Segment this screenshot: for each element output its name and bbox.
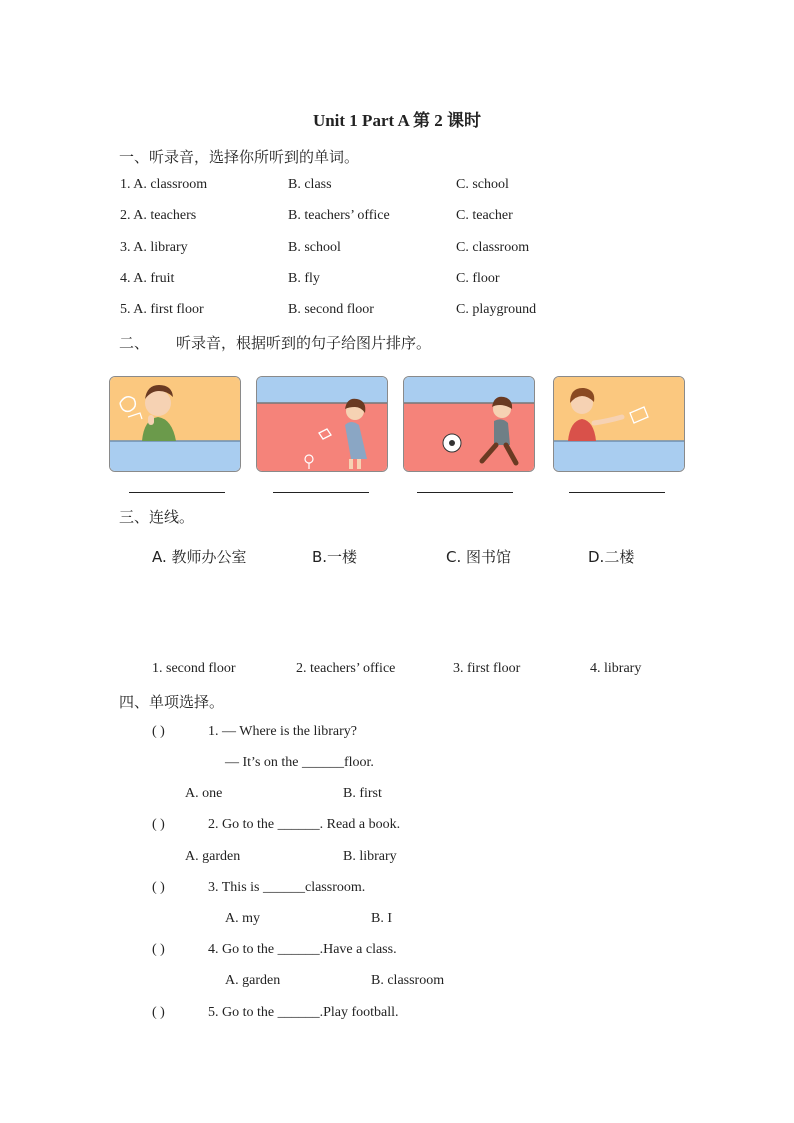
match-chinese-d: D.二楼 xyxy=(588,548,635,566)
mc-q1-option-b: B. first xyxy=(343,786,382,801)
mc-q2-option-a: A. garden xyxy=(185,849,241,864)
mc-q4-option-a: A. garden xyxy=(225,973,281,988)
mc-q2-line: 2. Go to the ______. Read a book. xyxy=(208,817,401,832)
mc-q3-line: 3. This is ______classroom. xyxy=(208,880,366,895)
answer-paren-5[interactable]: ( ) xyxy=(152,1005,165,1020)
s1-q2-option-b: B. teachers’ office xyxy=(288,208,390,223)
match-english-1: 1. second floor xyxy=(152,661,236,676)
mc-q4-option-b: B. classroom xyxy=(371,973,445,988)
s1-q3-option-a: 3. A. library xyxy=(120,240,188,255)
section3-heading: 三、连线。 xyxy=(119,508,195,526)
section1-heading: 一、听录音，选择你所听到的单词。 xyxy=(119,148,360,166)
s1-q3-option-b: B. school xyxy=(288,240,341,255)
mc-q3-option-a: A. my xyxy=(225,911,260,926)
section2-heading: 听录音，根据听到的句子给图片排序。 xyxy=(176,334,432,352)
s1-q4-option-c: C. floor xyxy=(456,271,500,286)
match-english-4: 4. library xyxy=(590,661,642,676)
s1-q1-option-b: B. class xyxy=(288,177,332,192)
s1-q2-option-a: 2. A. teachers xyxy=(120,208,197,223)
mc-q1-option-a: A. one xyxy=(185,786,223,801)
match-chinese-c: C. 图书馆 xyxy=(446,548,512,566)
match-chinese-b: B.一楼 xyxy=(312,548,358,566)
s1-q3-option-c: C. classroom xyxy=(456,240,530,255)
s1-q1-option-a: 1. A. classroom xyxy=(120,177,208,192)
match-chinese-a: A. 教师办公室 xyxy=(152,548,247,566)
s1-q2-option-c: C. teacher xyxy=(456,208,513,223)
picture-girl-writing xyxy=(553,376,685,472)
section4-heading: 四、单项选择。 xyxy=(119,693,225,711)
mc-q2-option-b: B. library xyxy=(343,849,397,864)
answer-line-3[interactable] xyxy=(417,492,513,493)
answer-paren-1[interactable]: ( ) xyxy=(152,724,165,739)
answer-paren-3[interactable]: ( ) xyxy=(152,880,165,895)
s1-q4-option-b: B. fly xyxy=(288,271,320,286)
s1-q5-option-b: B. second floor xyxy=(288,302,374,317)
mc-q5-line: 5. Go to the ______.Play football. xyxy=(208,1005,399,1020)
mc-q3-option-b: B. I xyxy=(371,911,392,926)
picture-boy-thinking xyxy=(109,376,241,472)
s1-q5-option-a: 5. A. first floor xyxy=(120,302,204,317)
answer-line-1[interactable] xyxy=(129,492,225,493)
answer-line-2[interactable] xyxy=(273,492,369,493)
picture-girl-watering xyxy=(256,376,388,472)
s1-q1-option-c: C. school xyxy=(456,177,509,192)
answer-paren-2[interactable]: ( ) xyxy=(152,817,165,832)
s1-q4-option-a: 4. A. fruit xyxy=(120,271,175,286)
mc-q4-line: 4. Go to the ______.Have a class. xyxy=(208,942,397,957)
answer-line-4[interactable] xyxy=(569,492,665,493)
answer-paren-4[interactable]: ( ) xyxy=(152,942,165,957)
section2-heading-number: 二、 xyxy=(119,334,150,352)
match-english-2: 2. teachers’ office xyxy=(296,661,396,676)
mc-q1-line1: 1. — Where is the library? xyxy=(208,724,358,739)
s1-q5-option-c: C. playground xyxy=(456,302,537,317)
match-english-3: 3. first floor xyxy=(453,661,521,676)
page-title: Unit 1 Part A 第 2 课时 xyxy=(312,111,482,130)
mc-q1-line2: — It’s on the ______floor. xyxy=(225,755,374,770)
picture-boy-football xyxy=(403,376,535,472)
